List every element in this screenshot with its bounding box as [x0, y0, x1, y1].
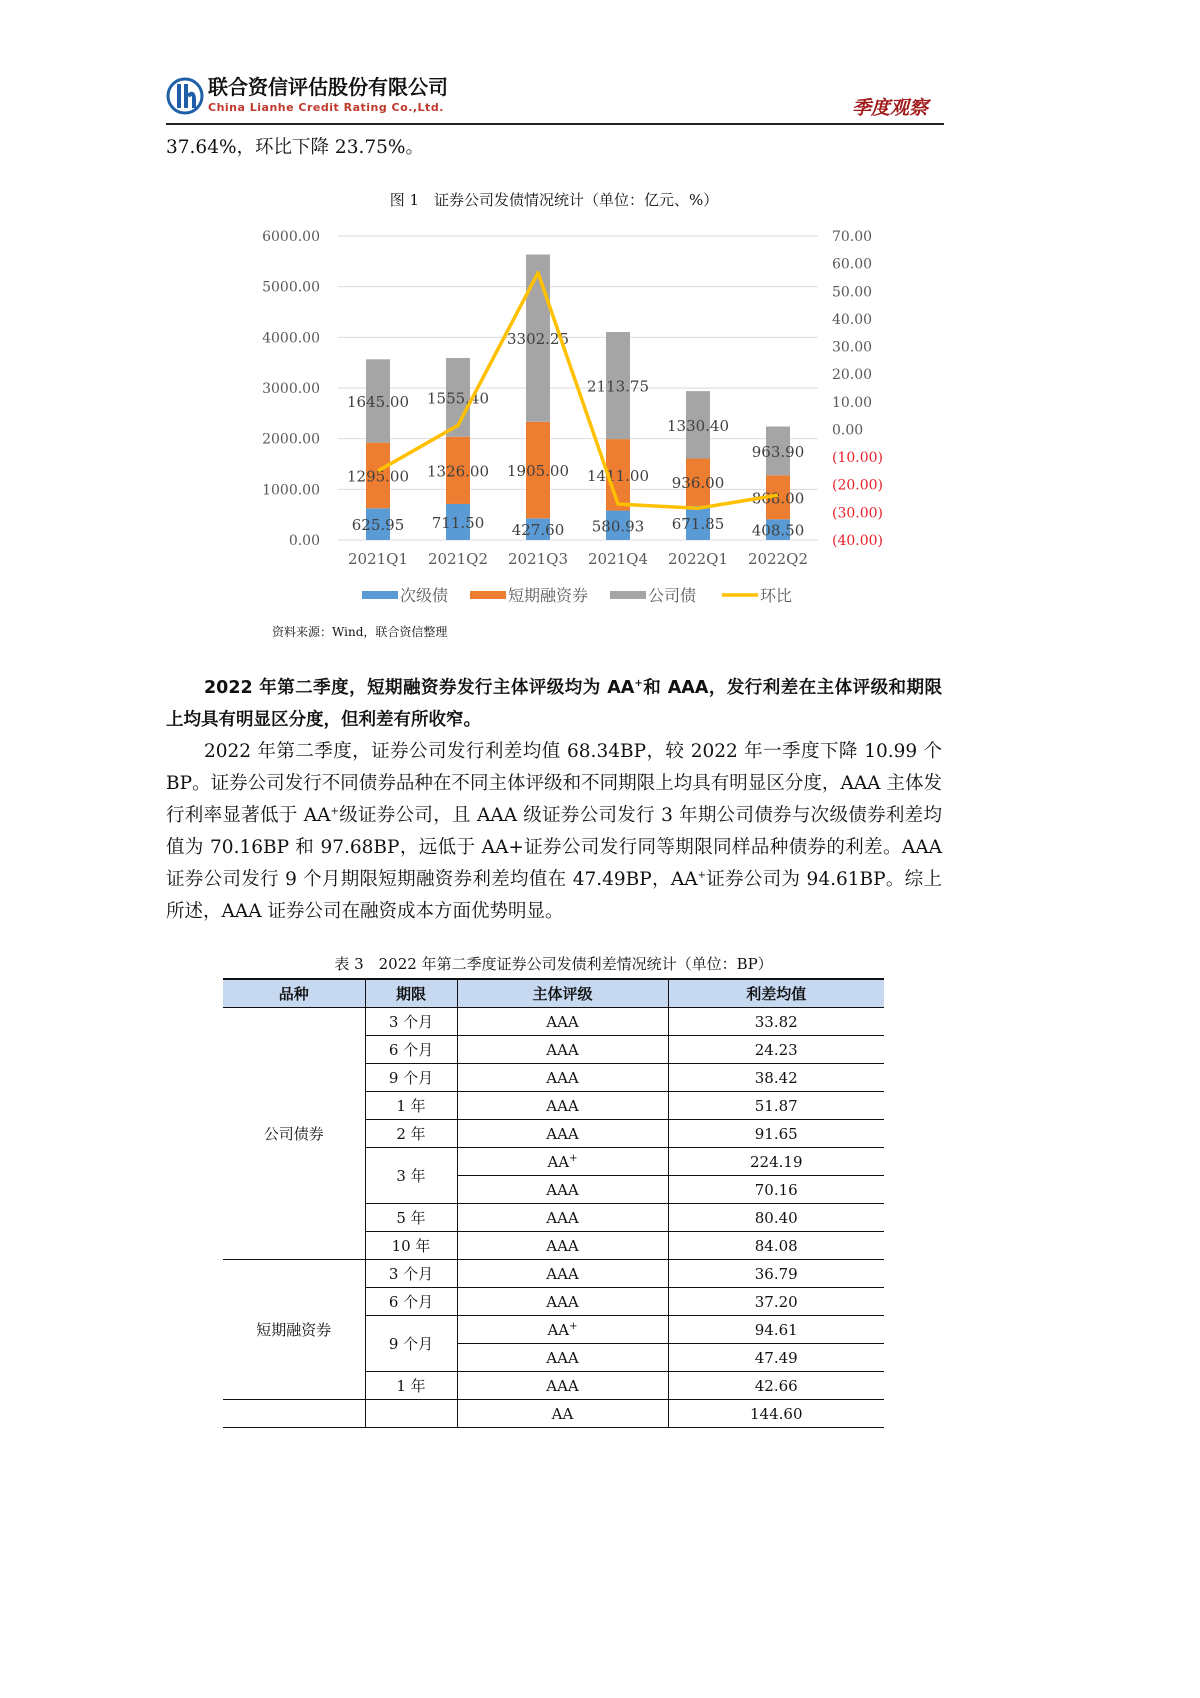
x-tick-label: 2021Q4 — [587, 550, 649, 568]
bar-data-label: 1411.00 — [586, 466, 650, 485]
bar-data-label: 408.50 — [751, 521, 805, 540]
right-tick-label: 60.00 — [832, 256, 873, 273]
header-divider — [166, 123, 944, 125]
bar-data-label: 1555.40 — [426, 389, 490, 408]
rating-text: AA — [551, 1404, 574, 1423]
paragraph-sup: + — [697, 869, 706, 881]
spread-table — [223, 978, 884, 1428]
rating-cell — [457, 1316, 668, 1344]
rating-text: AA — [547, 1320, 570, 1339]
spread-cell: 51.87 — [668, 1092, 884, 1120]
rating-cell — [457, 1260, 668, 1288]
spread-cell: 24.23 — [668, 1036, 884, 1064]
header-cell: 品种 — [223, 979, 365, 1008]
table-row — [223, 1400, 884, 1428]
header-cell: 利差均值 — [668, 979, 884, 1008]
category-cell — [223, 1400, 365, 1428]
right-tick-label: (20.00) — [832, 477, 884, 494]
rating-sup: + — [569, 1152, 578, 1164]
x-tick-label: 2021Q2 — [427, 550, 489, 568]
term-cell: 5 年 — [365, 1204, 457, 1232]
section-heading — [166, 672, 942, 736]
left-tick-label: 1000.00 — [262, 482, 320, 499]
spread-cell: 224.19 — [668, 1148, 884, 1176]
figure-source: 资料来源：Wind，联合资信整理 — [272, 625, 448, 639]
term-cell: 10 年 — [365, 1232, 457, 1260]
rating-text: AAA — [546, 1208, 579, 1227]
term-cell: 2 年 — [365, 1120, 457, 1148]
table-row — [223, 1260, 884, 1288]
rating-cell — [457, 1176, 668, 1204]
bar-data-label: 1905.00 — [506, 462, 570, 481]
left-tick-label: 0.00 — [288, 533, 320, 549]
header-cell: 期限 — [365, 979, 457, 1008]
spread-cell: 38.42 — [668, 1064, 884, 1092]
bar-data-label: 3302.25 — [506, 330, 570, 349]
bar-data-label: 2113.75 — [586, 377, 650, 396]
spread-cell: 37.20 — [668, 1288, 884, 1316]
left-tick-label: 6000.00 — [262, 229, 320, 245]
rating-text: AAA — [546, 1012, 579, 1031]
term-cell: 3 年 — [365, 1148, 457, 1204]
legend-swatch — [470, 591, 506, 599]
heading-text: 2022 年第二季度，短期融资券发行主体评级均为 AA — [204, 678, 635, 698]
rating-cell — [457, 1064, 668, 1092]
company-name-en: China Lianhe Credit Rating Co.,Ltd. — [208, 101, 444, 114]
rating-text: AAA — [546, 1264, 579, 1283]
bar-data-label: 625.95 — [351, 516, 405, 535]
header-cell: 主体评级 — [457, 979, 668, 1008]
term-cell — [365, 1400, 457, 1428]
rating-text: AAA — [546, 1348, 579, 1367]
spread-cell: 42.66 — [668, 1372, 884, 1400]
section-tag: 季度观察 — [852, 97, 929, 119]
rating-text: AAA — [546, 1376, 579, 1395]
text-and-table-section — [166, 672, 944, 1428]
right-tick-label: 30.00 — [832, 339, 873, 356]
right-tick-label: 10.00 — [832, 394, 873, 411]
spread-cell: 84.08 — [668, 1232, 884, 1260]
rating-cell — [457, 1288, 668, 1316]
table-header-row — [223, 979, 884, 1008]
spread-cell: 47.49 — [668, 1344, 884, 1372]
rating-cell — [457, 1008, 668, 1036]
rating-text: AAA — [546, 1236, 579, 1255]
right-tick-label: (40.00) — [832, 533, 884, 549]
paragraph-text: 级证券公司，且 AAA 级证券公司发行 3 年期公司债券与次级债券利差均值为 70.16BP 和 97.68BP，远低于 AA+证券公司发行同等期限同样品种债券的利差。AAA 证券公司发行 9 个月期限短期融资券利差均值在 47.49BP，AA — [166, 805, 942, 890]
rating-text: AA — [547, 1152, 570, 1171]
right-tick-label: 20.00 — [832, 367, 873, 384]
category-cell: 短期融资券 — [223, 1260, 365, 1400]
right-tick-label: 0.00 — [832, 422, 864, 439]
company-name-cn: 联合资信评估股份有限公司 — [208, 75, 448, 99]
spread-cell: 70.16 — [668, 1176, 884, 1204]
bar-data-label: 963.90 — [751, 442, 805, 461]
left-tick-label: 4000.00 — [262, 330, 320, 347]
term-cell: 1 年 — [365, 1092, 457, 1120]
spread-cell: 33.82 — [668, 1008, 884, 1036]
rating-sup: + — [569, 1320, 578, 1332]
spread-cell: 144.60 — [668, 1400, 884, 1428]
legend-swatch — [610, 591, 646, 599]
rating-cell — [457, 1232, 668, 1260]
term-cell: 9 个月 — [365, 1316, 457, 1372]
paragraph-text: 证券公司为 94.61BP。综上所述，AAA 证券公司在融资成本方面优势明显。 — [166, 869, 943, 922]
bar-data-label: 868.00 — [751, 489, 805, 508]
legend-label: 环比 — [760, 586, 793, 605]
right-tick-label: 40.00 — [832, 311, 873, 328]
bar-data-label: 671.85 — [671, 514, 725, 533]
term-cell: 3 个月 — [365, 1260, 457, 1288]
rating-text: AAA — [546, 1040, 579, 1059]
paragraph-text: 2022 年第二季度，证券公司发行利差均值 68.34BP，较 2022 年一季度下降 10.99 个 BP。证券公司发行不同债券品种在不同主体评级和不同期限上均具有明显区分度，AAA 主体发行利率显著低于 AA — [166, 741, 942, 826]
rating-text: AAA — [546, 1180, 579, 1199]
bar-data-label: 711.50 — [431, 513, 485, 532]
legend-label: 短期融资券 — [508, 586, 589, 605]
category-cell: 公司债券 — [223, 1008, 365, 1260]
legend-label: 次级债 — [400, 586, 449, 605]
right-tick-label: (30.00) — [832, 505, 884, 522]
table-row — [223, 1008, 884, 1036]
legend-label: 公司债 — [648, 586, 697, 605]
term-cell: 1 年 — [365, 1372, 457, 1400]
issuance-chart — [250, 220, 900, 620]
spread-cell: 91.65 — [668, 1120, 884, 1148]
rating-cell — [457, 1148, 668, 1176]
bar-data-label: 427.60 — [511, 521, 565, 540]
term-cell: 9 个月 — [365, 1064, 457, 1092]
figure-caption: 图 1 证券公司发债情况统计（单位：亿元、%） — [389, 191, 719, 209]
bar-data-label: 580.93 — [591, 517, 645, 536]
right-tick-label: 70.00 — [832, 229, 873, 245]
term-cell: 6 个月 — [365, 1036, 457, 1064]
term-cell: 6 个月 — [365, 1288, 457, 1316]
lianhe-logo-icon — [166, 76, 204, 116]
right-tick-label: 50.00 — [832, 284, 873, 301]
bar-data-label: 1645.00 — [346, 392, 410, 411]
x-tick-label: 2021Q3 — [507, 550, 569, 568]
legend-swatch — [362, 591, 398, 599]
rating-text: AAA — [546, 1292, 579, 1311]
heading-sup: + — [634, 678, 643, 690]
heading-text: 和 AAA，发行利差在主体评级和期限上均具有明显区分度，但利差有所收窄。 — [166, 678, 942, 730]
rating-text: AAA — [546, 1096, 579, 1115]
left-tick-label: 2000.00 — [262, 431, 320, 448]
term-cell: 3 个月 — [365, 1008, 457, 1036]
body-paragraph — [166, 736, 942, 928]
rating-text: AAA — [546, 1124, 579, 1143]
spread-cell: 36.79 — [668, 1260, 884, 1288]
rating-cell — [457, 1400, 668, 1428]
bar-data-label: 936.00 — [671, 474, 725, 493]
bar-data-label: 1295.00 — [346, 467, 410, 486]
table-caption: 表 3 2022 年第二季度证券公司发债利差情况统计（单位：BP） — [334, 955, 773, 973]
rating-cell — [457, 1092, 668, 1120]
x-tick-label: 2022Q1 — [667, 550, 729, 568]
spread-cell: 94.61 — [668, 1316, 884, 1344]
rating-cell — [457, 1204, 668, 1232]
x-tick-label: 2022Q2 — [747, 550, 809, 568]
rating-cell — [457, 1036, 668, 1064]
spread-cell: 80.40 — [668, 1204, 884, 1232]
bar-data-label: 1330.40 — [666, 416, 730, 435]
x-tick-label: 2021Q1 — [347, 550, 409, 568]
rating-cell — [457, 1344, 668, 1372]
rating-cell — [457, 1120, 668, 1148]
left-tick-label: 3000.00 — [262, 381, 320, 397]
intro-line: 37.64%，环比下降 23.75%。 — [166, 137, 424, 158]
right-tick-label: (10.00) — [832, 450, 884, 467]
rating-cell — [457, 1372, 668, 1400]
rating-text: AAA — [546, 1068, 579, 1087]
paragraph-sup: + — [330, 805, 339, 817]
bar-data-label: 1326.00 — [426, 462, 490, 481]
left-tick-label: 5000.00 — [262, 279, 320, 296]
